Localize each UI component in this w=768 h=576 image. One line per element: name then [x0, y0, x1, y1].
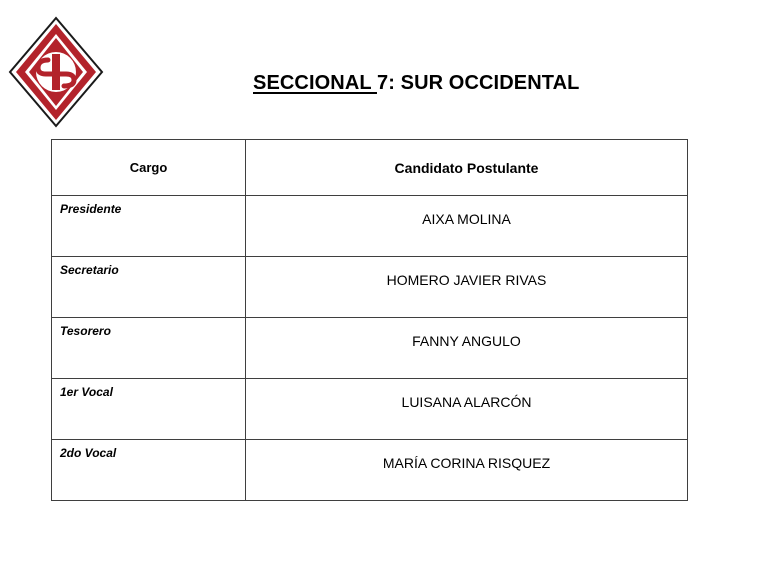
column-header-candidato: Candidato Postulante: [246, 140, 688, 196]
table-row: [52, 318, 688, 379]
page-title-underlined: SECCIONAL: [253, 72, 377, 94]
candidates-table: [51, 139, 688, 501]
table-row: [52, 379, 688, 440]
table-row: [52, 196, 688, 257]
page-title-rest: 7: SUR OCCIDENTAL: [376, 72, 580, 94]
candidato-cell: MARÍA CORINA RISQUEZ: [246, 440, 688, 501]
cargo-cell: Tesorero: [52, 318, 246, 379]
candidato-cell: LUISANA ALARCÓN: [246, 379, 688, 440]
table-row: [52, 257, 688, 318]
table-header-row: [52, 140, 688, 196]
diamond-emblem-icon: [8, 16, 104, 128]
page-title: [253, 72, 579, 95]
cargo-cell: Presidente: [52, 196, 246, 257]
candidato-cell: HOMERO JAVIER RIVAS: [246, 257, 688, 318]
candidato-cell: FANNY ANGULO: [246, 318, 688, 379]
column-header-cargo: Cargo: [52, 140, 246, 196]
cargo-cell: 1er Vocal: [52, 379, 246, 440]
cargo-cell: Secretario: [52, 257, 246, 318]
table-row: [52, 440, 688, 501]
cargo-cell: 2do Vocal: [52, 440, 246, 501]
candidato-cell: AIXA MOLINA: [246, 196, 688, 257]
